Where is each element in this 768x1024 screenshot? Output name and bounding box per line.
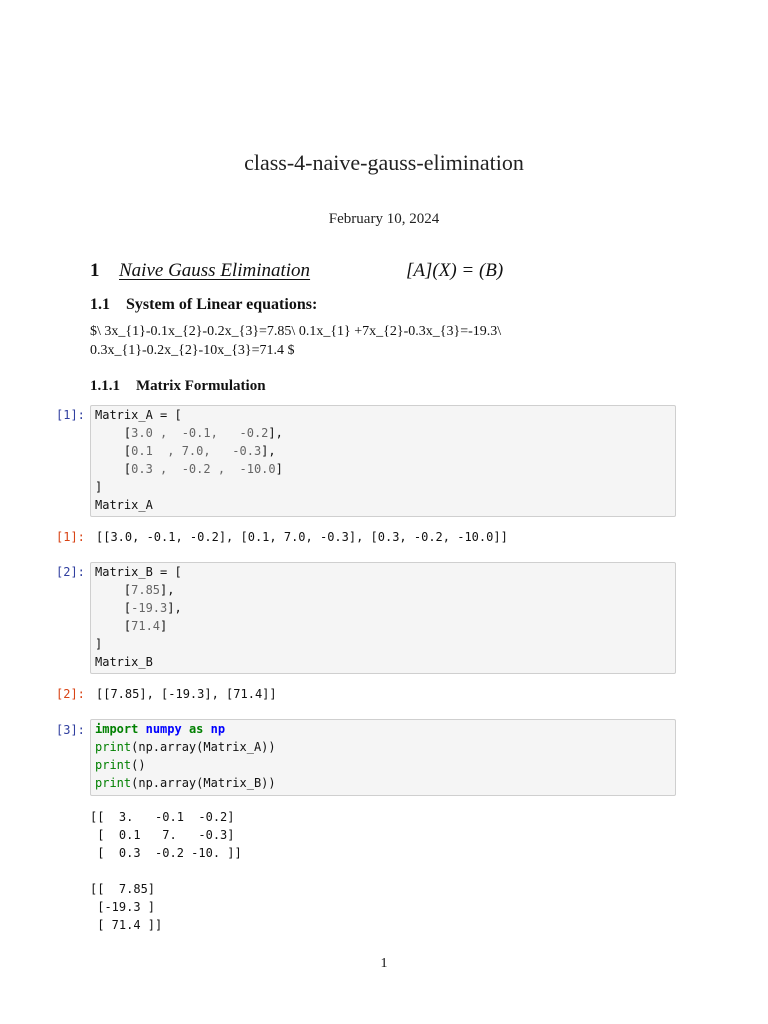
module-alias: np [210, 722, 226, 736]
cell-output-2: [[7.85], [-19.3], [71.4]] [96, 687, 277, 701]
code-number: 71.4 [131, 619, 161, 633]
code-line [95, 563, 671, 581]
code-text: [ [95, 444, 132, 458]
code-number: 0.3 , -0.2 , -10.0 [131, 462, 276, 476]
code-text: [ [95, 426, 132, 440]
section-number: 1 [90, 260, 100, 281]
section-heading-1-1 [90, 296, 317, 314]
code-text: ], [160, 583, 175, 597]
code-text: (np.array(Matrix_B)) [131, 776, 276, 790]
module-name: numpy [145, 722, 182, 736]
code-line [95, 653, 671, 671]
code-text: ] [160, 619, 168, 633]
section-heading-1 [90, 260, 690, 288]
input-prompt-3: [3]: [56, 723, 85, 737]
code-text: [ [95, 583, 132, 597]
code-cell-2[interactable] [90, 562, 676, 674]
subsection-title: System of Linear equations: [126, 296, 318, 313]
code-number: 3.0 , -0.1, -0.2 [131, 426, 269, 440]
stdout-line: [ 0.1 7. -0.3] [90, 828, 235, 842]
subsubsection-number: 1.1.1 [90, 378, 120, 394]
code-number: 7.85 [131, 583, 161, 597]
code-text: ] [95, 637, 103, 651]
code-text: [ [95, 619, 132, 633]
builtin: print [95, 776, 132, 790]
keyword: as [188, 722, 204, 736]
output-prompt-1: [1]: [56, 530, 85, 544]
code-line [95, 738, 671, 756]
code-line [95, 774, 671, 792]
code-text: Matrix_A [95, 498, 153, 512]
cell-output-1: [[3.0, -0.1, -0.2], [0.1, 7.0, -0.3], [0.3, -0.2, -10.0]] [96, 530, 508, 544]
stdout-line [90, 862, 242, 880]
code-line [95, 617, 671, 635]
code-line [95, 406, 671, 424]
code-line [95, 442, 671, 460]
code-text: ] [275, 462, 283, 476]
code-text: (np.array(Matrix_A)) [131, 740, 276, 754]
subsection-number: 1.1 [90, 296, 110, 313]
code-line [95, 496, 671, 514]
code-text: [ [95, 601, 132, 615]
document-date: February 10, 2024 [328, 211, 440, 227]
linear-equations-text: $\ 3x_{1}-0.1x_{2}-0.2x_{3}=7.85\ 0.1x_{1} +7x_{2}-0.3x_{3}=-19.3\ 0.3x_{1}-0.2x_{2}-10x_{3}=71.4 $ [90, 324, 502, 358]
section-heading-1-1-1 [90, 378, 266, 395]
input-prompt-1: [1]: [56, 408, 85, 422]
code-line [95, 599, 671, 617]
code-text: () [131, 758, 146, 772]
section-title: Naive Gauss Elimination [119, 260, 311, 281]
input-prompt-2: [2]: [56, 565, 85, 579]
stdout-line: [[ 7.85] [90, 882, 156, 896]
code-line [95, 581, 671, 599]
subsubsection-title: Matrix Formulation [136, 378, 266, 394]
stdout-line: [-19.3 ] [90, 900, 156, 914]
builtin: print [95, 740, 132, 754]
code-text: ], [167, 601, 182, 615]
code-number: 0.1 , 7.0, -0.3 [131, 444, 262, 458]
keyword: import [95, 722, 139, 736]
stdout-line: [[ 3. -0.1 -0.2] [90, 810, 235, 824]
builtin: print [95, 758, 132, 772]
section-equation: [A](X) = (B) [406, 260, 504, 281]
cell-stdout-3 [90, 808, 242, 934]
code-cell-3[interactable] [90, 719, 676, 796]
code-line [95, 460, 671, 478]
code-line [95, 635, 671, 653]
stdout-line: [ 0.3 -0.2 -10. ]] [90, 846, 242, 860]
code-text: ], [268, 426, 283, 440]
code-text: [ [95, 462, 132, 476]
code-line [95, 720, 671, 738]
code-line [95, 424, 671, 442]
document-title: class-4-naive-gauss-elimination [244, 150, 524, 175]
output-prompt-2: [2]: [56, 687, 85, 701]
code-line [95, 478, 671, 496]
code-text: Matrix_A = [ [95, 408, 182, 422]
stdout-line: [ 71.4 ]] [90, 918, 163, 932]
code-text: Matrix_B [95, 655, 153, 669]
code-number: -19.3 [131, 601, 168, 615]
code-cell-1[interactable] [90, 405, 676, 517]
code-text: ], [261, 444, 276, 458]
code-text: ] [95, 480, 103, 494]
page-number: 1 [380, 956, 388, 971]
code-line [95, 756, 671, 774]
code-text: Matrix_B = [ [95, 565, 182, 579]
